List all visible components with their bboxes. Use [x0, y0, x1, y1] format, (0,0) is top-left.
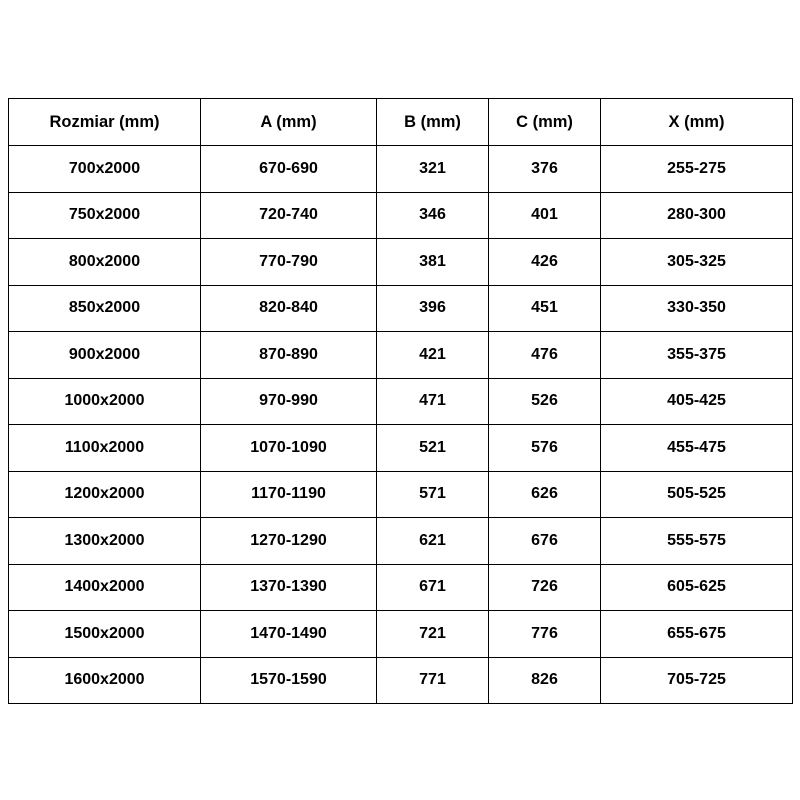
cell-x: 655-675 — [601, 611, 793, 658]
table-body — [9, 146, 793, 704]
cell-rozmiar: 700x2000 — [9, 146, 201, 193]
cell-b: 471 — [377, 378, 489, 425]
table-row — [9, 657, 793, 704]
column-header-c: C (mm) — [489, 99, 601, 146]
cell-b: 721 — [377, 611, 489, 658]
cell-c: 401 — [489, 192, 601, 239]
cell-a: 870-890 — [201, 332, 377, 379]
cell-a: 1070-1090 — [201, 425, 377, 472]
table-row — [9, 146, 793, 193]
table-header — [9, 99, 793, 146]
cell-c: 576 — [489, 425, 601, 472]
table-row — [9, 471, 793, 518]
cell-rozmiar: 1100x2000 — [9, 425, 201, 472]
cell-x: 355-375 — [601, 332, 793, 379]
cell-c: 776 — [489, 611, 601, 658]
cell-rozmiar: 1300x2000 — [9, 518, 201, 565]
cell-a: 970-990 — [201, 378, 377, 425]
table-row — [9, 332, 793, 379]
cell-rozmiar: 800x2000 — [9, 239, 201, 286]
table-row — [9, 239, 793, 286]
cell-rozmiar: 1400x2000 — [9, 564, 201, 611]
table-container — [8, 98, 792, 704]
cell-a: 820-840 — [201, 285, 377, 332]
cell-a: 1470-1490 — [201, 611, 377, 658]
cell-x: 605-625 — [601, 564, 793, 611]
cell-rozmiar: 1500x2000 — [9, 611, 201, 658]
cell-b: 381 — [377, 239, 489, 286]
column-header-rozmiar: Rozmiar (mm) — [9, 99, 201, 146]
cell-a: 670-690 — [201, 146, 377, 193]
table-row — [9, 378, 793, 425]
cell-x: 305-325 — [601, 239, 793, 286]
cell-x: 280-300 — [601, 192, 793, 239]
cell-b: 771 — [377, 657, 489, 704]
cell-a: 1270-1290 — [201, 518, 377, 565]
cell-x: 330-350 — [601, 285, 793, 332]
cell-c: 826 — [489, 657, 601, 704]
cell-c: 426 — [489, 239, 601, 286]
cell-b: 321 — [377, 146, 489, 193]
cell-a: 1570-1590 — [201, 657, 377, 704]
table-row — [9, 564, 793, 611]
cell-x: 405-425 — [601, 378, 793, 425]
cell-x: 505-525 — [601, 471, 793, 518]
cell-x: 555-575 — [601, 518, 793, 565]
cell-c: 676 — [489, 518, 601, 565]
cell-b: 571 — [377, 471, 489, 518]
cell-b: 396 — [377, 285, 489, 332]
cell-a: 770-790 — [201, 239, 377, 286]
table-row — [9, 611, 793, 658]
cell-c: 726 — [489, 564, 601, 611]
cell-c: 451 — [489, 285, 601, 332]
column-header-x: X (mm) — [601, 99, 793, 146]
cell-c: 376 — [489, 146, 601, 193]
cell-b: 346 — [377, 192, 489, 239]
cell-x: 255-275 — [601, 146, 793, 193]
header-row — [9, 99, 793, 146]
table-row — [9, 518, 793, 565]
cell-b: 671 — [377, 564, 489, 611]
cell-a: 1170-1190 — [201, 471, 377, 518]
cell-b: 421 — [377, 332, 489, 379]
column-header-a: A (mm) — [201, 99, 377, 146]
cell-x: 455-475 — [601, 425, 793, 472]
cell-rozmiar: 750x2000 — [9, 192, 201, 239]
cell-a: 1370-1390 — [201, 564, 377, 611]
cell-c: 526 — [489, 378, 601, 425]
dimensions-table — [8, 98, 793, 704]
cell-c: 626 — [489, 471, 601, 518]
cell-b: 521 — [377, 425, 489, 472]
cell-x: 705-725 — [601, 657, 793, 704]
cell-a: 720-740 — [201, 192, 377, 239]
cell-rozmiar: 850x2000 — [9, 285, 201, 332]
cell-rozmiar: 1600x2000 — [9, 657, 201, 704]
table-row — [9, 285, 793, 332]
table-row — [9, 192, 793, 239]
column-header-b: B (mm) — [377, 99, 489, 146]
table-row — [9, 425, 793, 472]
cell-c: 476 — [489, 332, 601, 379]
cell-b: 621 — [377, 518, 489, 565]
cell-rozmiar: 1200x2000 — [9, 471, 201, 518]
cell-rozmiar: 1000x2000 — [9, 378, 201, 425]
cell-rozmiar: 900x2000 — [9, 332, 201, 379]
